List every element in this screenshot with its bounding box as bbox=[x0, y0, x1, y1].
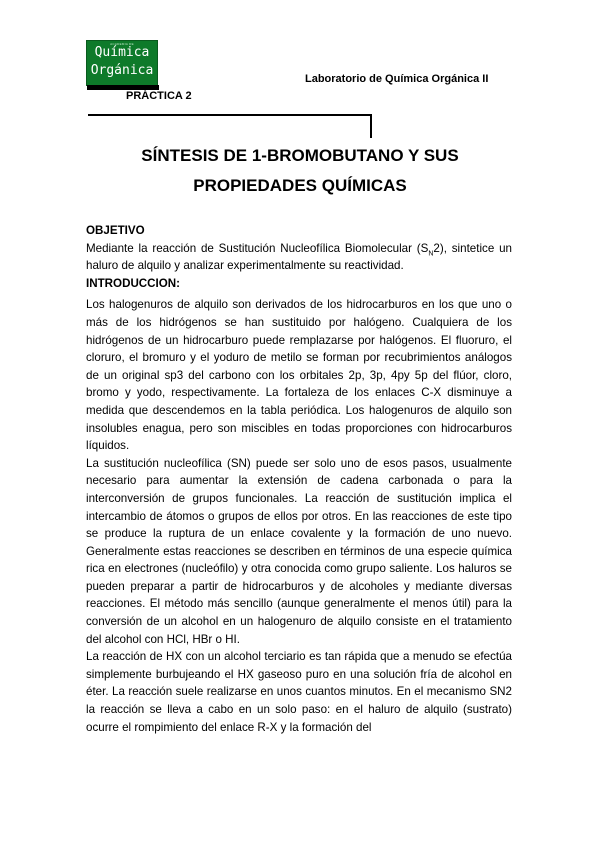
introduccion-heading: INTRODUCCION: bbox=[86, 276, 181, 290]
objetivo-text-end: 2), sintetice un haluro de alquilo y analizar experimentalmente su reactividad. bbox=[86, 241, 512, 273]
header-rule bbox=[88, 114, 372, 116]
logo-line-2: Orgánica bbox=[90, 63, 154, 78]
header-rule-tick bbox=[370, 114, 372, 138]
intro-paragraph-1: Los halogenuros de alquilo son derivados de los hidrocarburos en los que uno o más de los hidrógenos se han sustituido por halógeno. Cualquiera de los hidrógenos de un hidrocarburo puede remplazarse por halógenos. El fluoruro, el cloruro, el bromuro y el yoduro de metilo se forman por recubrimientos análogos de un original sp3 del carbono con los orbitales 2p, 3p, 4py 5p del flúor, cloro, bromo y yodo, respectivamente. La fortaleza de los enlaces C-X disminuye a medida que descendemos en la tabla periódica. Los halogenuros de alquilo son insolubles enagua, pero son miscibles en todas proporciones con hidrocarburos líquidos. bbox=[86, 298, 512, 453]
intro-paragraph-3: La reacción de HX con un alcohol terciario es tan rápida que a menudo se efectúa simplemente burbujeando el HX gaseoso puro en una solución fría de alcohol en éter. La reacción suele realizarse en unos cuantos minutos. En el mecanismo SN2 la reacción se lleva a cabo en un solo paso: en el haluro de alquilo (sustrato) ocurre el rompimiento del enlace R-X y la formación del bbox=[86, 650, 512, 734]
logo-academy-text: ACADEMIA DE bbox=[110, 42, 134, 46]
document-title-line-2: PROPIEDADES QUÍMICAS bbox=[193, 176, 407, 195]
lab-title: Laboratorio de Química Orgánica II bbox=[305, 73, 489, 85]
logo-line-1: Química bbox=[94, 45, 150, 60]
objetivo-heading: OBJETIVO bbox=[86, 224, 145, 237]
objetivo-text-start: Mediante la reacción de Sustitución Nucleofílica Biomolecular (S bbox=[86, 241, 429, 255]
document-body bbox=[86, 222, 512, 736]
intro-paragraph-2: La sustitución nucleofílica (SN) puede ser solo uno de esos pasos, usualmente necesario para aumentar la extensión de cadena carbonada o para la interconversión de grupos funcionales. La reacción de sustitución implica el intercambio de átomos o grupos de ellos por otros. En las reacciones de este tipo se produce la ruptura de un enlace covalente y la formación de uno nuevo. Generalmente estas reacciones se describen en términos de una especie química rica en electrones (nucleófilo) y otra conocida como grupo saliente. Los haluros se pueden preparar a partir de hidrocarburos y de alcoholes y mediante diversas reacciones. El método más sencillo (aunque generalmente el menos útil) para la conversión de un alcohol en un halogenuro de alquilo consiste en el tratamiento del alcohol con HCl, HBr o HI. bbox=[86, 456, 512, 646]
objetivo-text bbox=[86, 240, 512, 275]
objetivo-subscript: N bbox=[428, 249, 434, 257]
logo bbox=[86, 40, 158, 86]
practice-number: PRÁCTICA 2 bbox=[126, 90, 192, 102]
document-title-line-1: SÍNTESIS DE 1-BROMOBUTANO Y SUS bbox=[141, 146, 459, 165]
